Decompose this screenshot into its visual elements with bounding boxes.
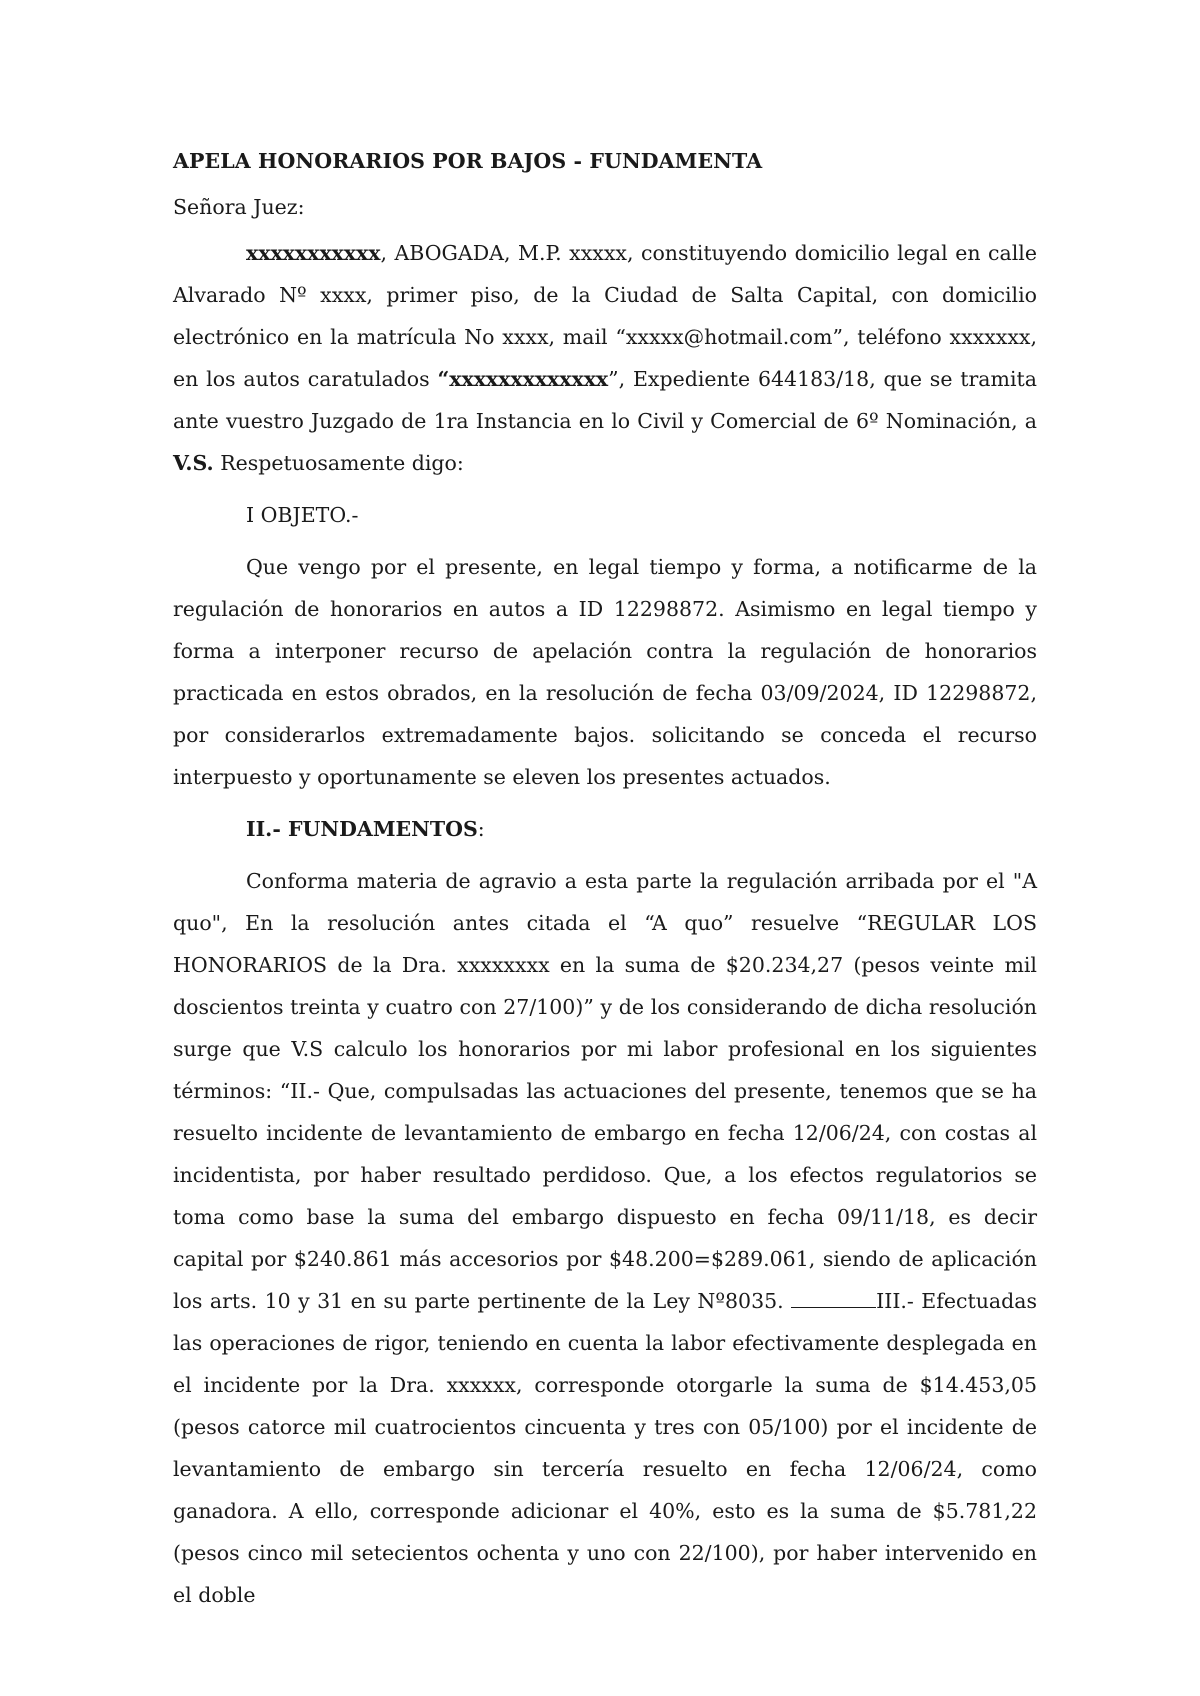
vs-label: V.S.: [173, 451, 214, 475]
intro-text-2: ”, Expediente 644183/18, que se tramita ante vuestro Juzgado de 1ra Instancia en lo Civil y Comercial de 6º Nominación, a: [173, 367, 1037, 433]
document-page: [173, 140, 1037, 1616]
fundamentos-body-part-2: III.- Efectuadas las operaciones de rigor, teniendo en cuenta la labor efectivamente desplegada en el incidente por la Dra. xxxxxx, corresponde otorgarle la suma de $14.453,05 (pesos catorce mil cuatrocientos cincuenta y tres con 05/100) por el incidente de levantamiento de embargo sin tercería resuelto en fecha 12/06/24, como ganadora. A ello, corresponde adicionar el 40%, esto es la suma de $5.781,22 (pesos cinco mil setecientos ochenta y uno con 22/100), por haber intervenido en el doble: [173, 1289, 1037, 1607]
case-caption: “xxxxxxxxxxxxx: [437, 367, 609, 391]
section-objeto-heading: I OBJETO.-: [246, 503, 359, 527]
fundamentos-title: II.- FUNDAMENTOS: [246, 817, 478, 841]
fundamentos-body-part-1: Conforma materia de agravio a esta parte la regulación arribada por el "A quo", En la resolución antes citada el “A quo” resuelve “REGULAR LOS HONORARIOS de la Dra. xxxxxxxx en la suma de $20.234,27 (pesos veinte mil doscientos treinta y cuatro con 27/100)” y de los considerando de dicha resolución surge que V.S calculo los honorarios por mi labor profesional en los siguientes términos: “II.- Que, compulsadas las actuaciones del presente, tenemos que se ha resuelto incidente de levantamiento de embargo en fecha 12/06/24, con costas al incidentista, por haber resultado perdidoso. Que, a los efectos regulatorios se toma como base la suma del embargo dispuesto en fecha 09/11/18, es decir capital por $240.861 más accesorios por $48.200=$289.061, siendo de aplicación los arts. 10 y 31 en su parte pertinente de la Ley Nº8035.: [173, 869, 1037, 1313]
underline-blank: [791, 1287, 876, 1308]
intro-text-3: Respetuosamente digo:: [213, 451, 464, 475]
fundamentos-colon: :: [477, 817, 485, 841]
section-fundamentos-heading: [173, 808, 1037, 850]
greeting: Señora Juez:: [173, 195, 305, 219]
section-objeto-body: Que vengo por el presente, en legal tiempo y forma, a notificarme de la regulación de honorarios en autos a ID 12298872. Asimismo en legal tiempo y forma a interponer recurso de apelación contra la regulación de honorarios practicada en estos obrados, en la resolución de fecha 03/09/2024, ID 12298872, por considerarlos extremadamente bajos. solicitando se conceda el recurso interpuesto y oportunamente se eleven los presentes actuados.: [173, 555, 1037, 789]
document-title: APELA HONORARIOS POR BAJOS - FUNDAMENTA: [173, 149, 763, 173]
section-fundamentos-body: [173, 860, 1037, 1616]
intro-paragraph: [173, 232, 1037, 484]
lawyer-name: xxxxxxxxxxx: [246, 241, 381, 265]
intro-text-1: , ABOGADA, M.P. xxxxx, constituyendo domicilio legal en calle Alvarado Nº xxxx, primer piso, de la Ciudad de Salta Capital, con domicilio electrónico en la matrícula No xxxx, mail “xxxxx@hotmail.com”, teléfono xxxxxxx, en los autos caratulados: [173, 241, 1037, 391]
